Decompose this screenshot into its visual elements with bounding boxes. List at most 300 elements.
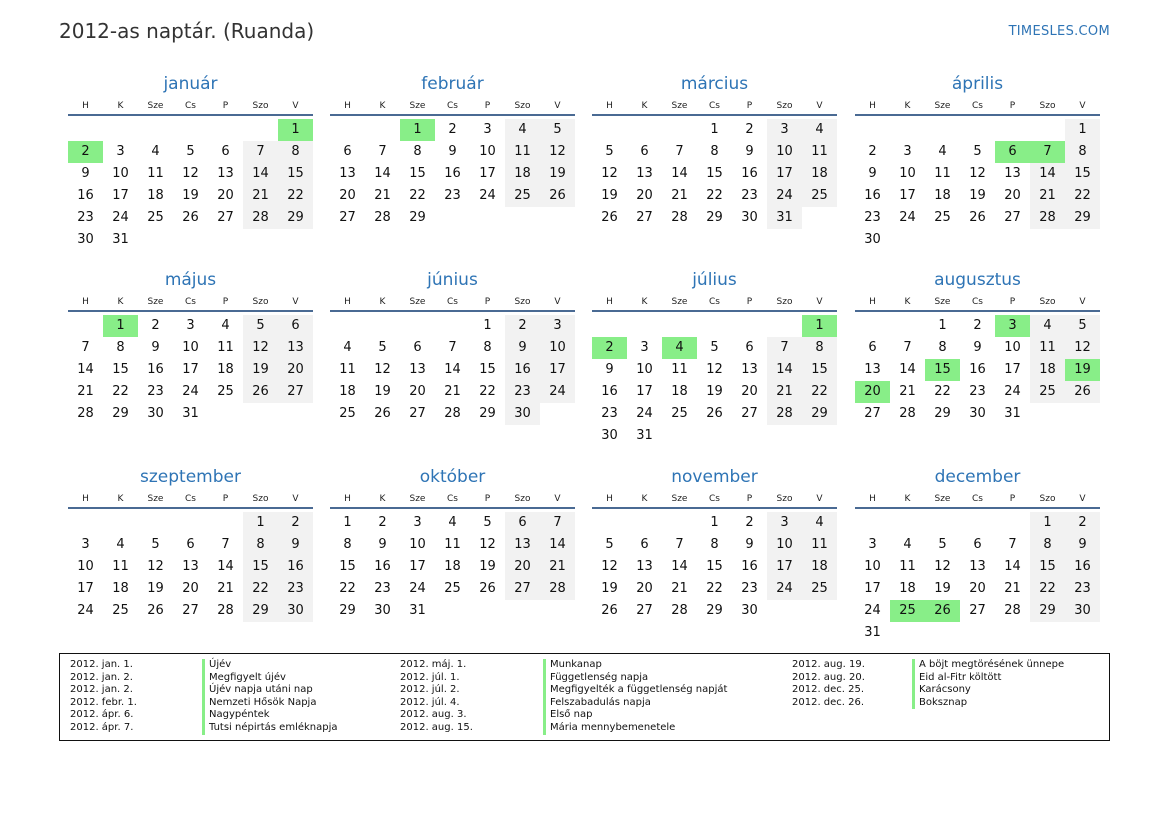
day-cell: 7 <box>767 337 802 359</box>
legend-date: 2012. ápr. 6. <box>70 709 134 721</box>
day-cell: 16 <box>444 166 461 181</box>
day-cell: 14 <box>77 362 94 377</box>
legend-holiday-name: Nemzeti Hősök Napja <box>202 697 316 710</box>
day-cell: 6 <box>745 340 754 355</box>
day-cell: 20 <box>505 556 540 578</box>
day-cell: 24 <box>1004 384 1021 399</box>
legend-holiday-name: A böjt megtörésének ünnepe <box>912 659 1064 672</box>
month-name: augusztus <box>934 270 1021 290</box>
day-cell: 23 <box>147 384 164 399</box>
day-cell: 26 <box>374 406 391 421</box>
day-cell: 11 <box>444 537 461 552</box>
day-cell: 21 <box>899 384 916 399</box>
day-cell: 30 <box>374 603 391 618</box>
legend-holiday-name: Függetlenség napja <box>543 672 648 685</box>
legend-date: 2012. júl. 2. <box>400 684 460 696</box>
day-cell: 17 <box>767 163 802 185</box>
day-cell: 15 <box>706 559 723 574</box>
day-cell: 14 <box>671 559 688 574</box>
day-cell: 20 <box>636 581 653 596</box>
day-cell: 21 <box>767 381 802 403</box>
day-cell: 13 <box>409 362 426 377</box>
weekday-label: V <box>554 494 561 504</box>
day-cell: 1 <box>1030 512 1065 534</box>
weekday-label: P <box>1009 101 1016 111</box>
day-cell: 25 <box>112 603 129 618</box>
day-grid <box>855 512 1100 644</box>
day-cell: 19 <box>374 384 391 399</box>
legend-date: 2012. aug. 19. <box>792 659 865 670</box>
weekday-label: P <box>222 101 229 111</box>
day-cell: 15 <box>802 359 837 381</box>
day-cell: 17 <box>479 166 496 181</box>
day-cell: 10 <box>540 337 575 359</box>
weekday-label: Sze <box>409 101 426 111</box>
day-cell: 29 <box>112 406 129 421</box>
day-cell: 10 <box>636 362 653 377</box>
weekday-label: K <box>904 101 911 111</box>
day-cell: 16 <box>505 359 540 381</box>
empty-cell <box>925 512 960 534</box>
day-cell: 29 <box>339 603 356 618</box>
day-cell: 7 <box>448 340 457 355</box>
day-cell: 16 <box>77 188 94 203</box>
weekday-label: Cs <box>972 494 983 504</box>
weekday-label: Szo <box>776 494 793 504</box>
day-cell: 22 <box>243 578 278 600</box>
day-cell: 2 <box>868 144 877 159</box>
day-cell: 29 <box>1030 600 1065 622</box>
day-grid <box>68 512 313 622</box>
day-cell: 23 <box>505 381 540 403</box>
day-cell: 27 <box>505 578 540 600</box>
empty-cell <box>435 315 470 337</box>
day-cell: 4 <box>221 318 230 333</box>
day-cell: 9 <box>505 337 540 359</box>
day-cell: 29 <box>934 406 951 421</box>
day-cell: 20 <box>741 384 758 399</box>
day-cell: 15 <box>1030 556 1065 578</box>
day-cell: 28 <box>540 578 575 600</box>
empty-cell <box>890 512 925 534</box>
day-cell: 21 <box>540 556 575 578</box>
day-cell: 29 <box>278 207 313 229</box>
legend-holiday-name: Munkanap <box>543 659 602 672</box>
weekday-label: Szo <box>252 494 269 504</box>
weekday-label: H <box>606 297 613 307</box>
month-name: március <box>680 74 749 94</box>
legend-date: 2012. dec. 25. <box>792 684 865 696</box>
day-cell: 5 <box>710 340 719 355</box>
day-cell: 15 <box>1065 163 1100 185</box>
day-cell: 28 <box>899 406 916 421</box>
empty-cell <box>68 512 103 534</box>
day-cell: 24 <box>899 210 916 225</box>
empty-cell <box>697 315 732 337</box>
holiday-day-cell: 2 <box>68 141 103 163</box>
weekday-label: Szo <box>514 297 531 307</box>
day-cell: 29 <box>243 600 278 622</box>
day-cell: 12 <box>601 559 618 574</box>
empty-cell <box>627 512 662 534</box>
day-cell: 3 <box>116 144 125 159</box>
day-cell: 12 <box>601 166 618 181</box>
day-cell: 11 <box>802 534 837 556</box>
weekday-label: P <box>1009 494 1016 504</box>
day-grid <box>592 119 837 229</box>
day-cell: 5 <box>605 537 614 552</box>
holiday-legend <box>59 653 1110 741</box>
day-cell: 16 <box>278 556 313 578</box>
day-cell: 5 <box>243 315 278 337</box>
day-cell: 18 <box>802 556 837 578</box>
day-cell: 11 <box>671 362 688 377</box>
empty-cell <box>330 315 365 337</box>
day-cell: 25 <box>802 185 837 207</box>
day-cell: 6 <box>640 144 649 159</box>
weekday-label: P <box>746 494 753 504</box>
day-cell: 10 <box>899 166 916 181</box>
day-cell: 29 <box>409 210 426 225</box>
day-grid <box>330 512 575 622</box>
day-cell: 18 <box>339 384 356 399</box>
legend-holiday-name: Nagypéntek <box>202 709 270 722</box>
day-cell: 9 <box>1065 534 1100 556</box>
day-cell: 6 <box>186 537 195 552</box>
day-grid <box>68 315 313 425</box>
day-cell: 12 <box>147 559 164 574</box>
day-cell: 4 <box>448 515 457 530</box>
day-cell: 21 <box>77 384 94 399</box>
weekday-header <box>592 492 837 509</box>
day-cell: 9 <box>448 144 457 159</box>
day-cell: 25 <box>147 210 164 225</box>
day-cell: 9 <box>81 166 90 181</box>
day-cell: 5 <box>483 515 492 530</box>
day-cell: 12 <box>934 559 951 574</box>
day-cell: 12 <box>182 166 199 181</box>
day-cell: 28 <box>1004 603 1021 618</box>
day-cell: 23 <box>741 581 758 596</box>
day-cell: 21 <box>1030 185 1065 207</box>
day-cell: 28 <box>374 210 391 225</box>
day-cell: 25 <box>934 210 951 225</box>
weekday-label: K <box>641 494 648 504</box>
day-grid <box>330 315 575 425</box>
day-cell: 31 <box>864 625 881 640</box>
day-cell: 22 <box>112 384 129 399</box>
legend-holiday-name: Újév <box>202 659 231 672</box>
day-cell: 2 <box>151 318 160 333</box>
day-cell: 8 <box>343 537 352 552</box>
weekday-label: Cs <box>447 297 458 307</box>
day-cell: 26 <box>706 406 723 421</box>
weekday-label: P <box>222 297 229 307</box>
day-cell: 20 <box>409 384 426 399</box>
day-cell: 23 <box>77 210 94 225</box>
day-cell: 17 <box>77 581 94 596</box>
month-december <box>855 466 1100 644</box>
empty-cell <box>960 119 995 141</box>
day-cell: 26 <box>601 603 618 618</box>
holiday-day-cell: 4 <box>662 337 697 359</box>
day-cell: 24 <box>409 581 426 596</box>
day-cell: 30 <box>741 210 758 225</box>
day-cell: 8 <box>710 144 719 159</box>
weekday-header <box>592 295 837 312</box>
day-cell: 1 <box>1065 119 1100 141</box>
day-cell: 20 <box>636 188 653 203</box>
day-cell: 15 <box>339 559 356 574</box>
day-cell: 9 <box>868 166 877 181</box>
day-cell: 10 <box>864 559 881 574</box>
weekday-label: Cs <box>709 297 720 307</box>
day-cell: 3 <box>81 537 90 552</box>
day-cell: 21 <box>374 188 391 203</box>
day-cell: 2 <box>378 515 387 530</box>
day-cell: 8 <box>413 144 422 159</box>
day-cell: 20 <box>217 188 234 203</box>
weekday-label: Sze <box>671 297 688 307</box>
day-cell: 14 <box>767 359 802 381</box>
day-cell: 17 <box>540 359 575 381</box>
day-cell: 24 <box>767 578 802 600</box>
weekday-label: V <box>292 494 299 504</box>
day-cell: 27 <box>278 381 313 403</box>
empty-cell <box>890 119 925 141</box>
legend-date: 2012. jan. 2. <box>70 684 133 696</box>
weekday-label: V <box>554 101 561 111</box>
day-cell: 27 <box>864 406 881 421</box>
empty-cell <box>173 512 208 534</box>
day-cell: 1 <box>343 515 352 530</box>
day-cell: 11 <box>1030 337 1065 359</box>
weekday-label: Szo <box>252 101 269 111</box>
holiday-day-cell: 1 <box>400 119 435 141</box>
day-cell: 3 <box>640 340 649 355</box>
day-cell: 28 <box>77 406 94 421</box>
day-cell: 16 <box>1065 556 1100 578</box>
day-cell: 5 <box>378 340 387 355</box>
weekday-label: P <box>484 297 491 307</box>
day-cell: 9 <box>378 537 387 552</box>
day-cell: 28 <box>217 603 234 618</box>
day-cell: 27 <box>1004 210 1021 225</box>
day-cell: 8 <box>1065 141 1100 163</box>
day-cell: 23 <box>444 188 461 203</box>
empty-cell <box>138 119 173 141</box>
site-brand-link[interactable]: TIMESLES.COM <box>1008 24 1110 39</box>
day-cell: 4 <box>116 537 125 552</box>
day-cell: 17 <box>899 188 916 203</box>
weekday-label: V <box>816 494 823 504</box>
empty-cell <box>592 119 627 141</box>
day-cell: 11 <box>934 166 951 181</box>
weekday-label: Cs <box>447 101 458 111</box>
legend-date: 2012. júl. 4. <box>400 696 460 708</box>
month-name: január <box>163 74 218 94</box>
day-cell: 29 <box>802 403 837 425</box>
month-szeptember <box>68 466 313 622</box>
day-cell: 16 <box>147 362 164 377</box>
day-cell: 30 <box>147 406 164 421</box>
weekday-header <box>68 295 313 312</box>
day-cell: 19 <box>706 384 723 399</box>
day-grid <box>592 512 837 622</box>
day-cell: 17 <box>767 556 802 578</box>
day-cell: 18 <box>1030 359 1065 381</box>
page-title: 2012-as naptár. (Ruanda) <box>59 19 315 43</box>
weekday-label: H <box>869 101 876 111</box>
legend-holiday-name: Eid al-Fitr költött <box>912 672 1001 685</box>
day-cell: 4 <box>802 119 837 141</box>
day-cell: 26 <box>243 381 278 403</box>
day-cell: 15 <box>243 556 278 578</box>
weekday-label: Cs <box>185 297 196 307</box>
day-cell: 23 <box>278 578 313 600</box>
weekday-label: Cs <box>972 101 983 111</box>
holiday-day-cell: 1 <box>278 119 313 141</box>
legend-date: 2012. ápr. 7. <box>70 721 134 733</box>
holiday-day-cell: 2 <box>592 337 627 359</box>
empty-cell <box>68 119 103 141</box>
day-cell: 3 <box>483 122 492 137</box>
day-cell: 29 <box>706 210 723 225</box>
legend-date: 2012. dec. 26. <box>792 696 865 708</box>
weekday-label: Szo <box>252 297 269 307</box>
weekday-label: H <box>606 494 613 504</box>
day-cell: 19 <box>182 188 199 203</box>
legend-holiday-name: Első nap <box>543 709 592 722</box>
legend-date: 2012. júl. 1. <box>400 671 460 683</box>
day-cell: 10 <box>479 144 496 159</box>
day-grid <box>592 315 837 447</box>
holiday-day-cell: 1 <box>802 315 837 337</box>
legend-holiday-name: Boksznap <box>912 697 967 710</box>
day-cell: 27 <box>409 406 426 421</box>
day-cell: 16 <box>741 166 758 181</box>
day-cell: 2 <box>505 315 540 337</box>
day-cell: 1 <box>710 515 719 530</box>
day-cell: 7 <box>540 512 575 534</box>
day-cell: 1 <box>483 318 492 333</box>
weekday-label: K <box>117 494 124 504</box>
day-cell: 30 <box>1065 600 1100 622</box>
day-cell: 16 <box>741 559 758 574</box>
day-cell: 6 <box>868 340 877 355</box>
weekday-label: Cs <box>972 297 983 307</box>
empty-cell <box>208 512 243 534</box>
day-cell: 16 <box>374 559 391 574</box>
weekday-label: Szo <box>514 494 531 504</box>
day-cell: 14 <box>444 362 461 377</box>
day-cell: 24 <box>112 210 129 225</box>
weekday-header <box>330 492 575 509</box>
day-cell: 20 <box>182 581 199 596</box>
day-cell: 15 <box>112 362 129 377</box>
holiday-day-cell: 26 <box>925 600 960 622</box>
month-június <box>330 269 575 425</box>
day-cell: 25 <box>217 384 234 399</box>
day-cell: 25 <box>671 406 688 421</box>
day-cell: 30 <box>969 406 986 421</box>
day-cell: 19 <box>601 188 618 203</box>
day-cell: 14 <box>243 163 278 185</box>
day-cell: 9 <box>973 340 982 355</box>
empty-cell <box>627 315 662 337</box>
day-grid <box>855 119 1100 251</box>
weekday-label: K <box>904 494 911 504</box>
day-cell: 25 <box>802 578 837 600</box>
day-cell: 7 <box>81 340 90 355</box>
legend-holiday-name: Újév napja utáni nap <box>202 684 313 697</box>
day-cell: 22 <box>802 381 837 403</box>
weekday-label: H <box>344 297 351 307</box>
month-name: december <box>934 467 1021 487</box>
day-cell: 5 <box>186 144 195 159</box>
weekday-label: Szo <box>776 101 793 111</box>
day-cell: 24 <box>182 384 199 399</box>
month-name: szeptember <box>140 467 241 487</box>
day-cell: 14 <box>1004 559 1021 574</box>
weekday-label: Sze <box>147 101 164 111</box>
day-cell: 13 <box>741 362 758 377</box>
day-cell: 21 <box>671 581 688 596</box>
weekday-label: Cs <box>185 494 196 504</box>
weekday-label: V <box>816 297 823 307</box>
day-cell: 13 <box>182 559 199 574</box>
month-július <box>592 269 837 447</box>
day-cell: 28 <box>671 603 688 618</box>
empty-cell <box>173 119 208 141</box>
day-cell: 31 <box>636 428 653 443</box>
day-cell: 6 <box>221 144 230 159</box>
legend-holiday-name: Megfigyelt újév <box>202 672 286 685</box>
day-cell: 22 <box>1065 185 1100 207</box>
weekday-label: Cs <box>185 101 196 111</box>
day-cell: 11 <box>339 362 356 377</box>
weekday-label: Sze <box>147 494 164 504</box>
day-cell: 17 <box>1004 362 1021 377</box>
day-cell: 22 <box>278 185 313 207</box>
day-cell: 3 <box>767 512 802 534</box>
empty-cell <box>855 512 890 534</box>
month-május <box>68 269 313 425</box>
day-cell: 10 <box>767 534 802 556</box>
weekday-label: V <box>1079 297 1086 307</box>
empty-cell <box>400 315 435 337</box>
day-cell: 24 <box>479 188 496 203</box>
day-cell: 30 <box>278 600 313 622</box>
day-cell: 24 <box>767 185 802 207</box>
empty-cell <box>103 119 138 141</box>
weekday-label: Szo <box>514 101 531 111</box>
day-cell: 11 <box>899 559 916 574</box>
day-cell: 9 <box>151 340 160 355</box>
day-cell: 3 <box>903 144 912 159</box>
day-cell: 2 <box>745 515 754 530</box>
day-cell: 7 <box>378 144 387 159</box>
empty-cell <box>365 315 400 337</box>
day-cell: 20 <box>1004 188 1021 203</box>
holiday-day-cell: 25 <box>890 600 925 622</box>
weekday-label: P <box>746 297 753 307</box>
empty-cell <box>365 119 400 141</box>
day-cell: 8 <box>1030 534 1065 556</box>
weekday-label: Sze <box>934 101 951 111</box>
day-cell: 26 <box>1065 381 1100 403</box>
day-cell: 1 <box>243 512 278 534</box>
